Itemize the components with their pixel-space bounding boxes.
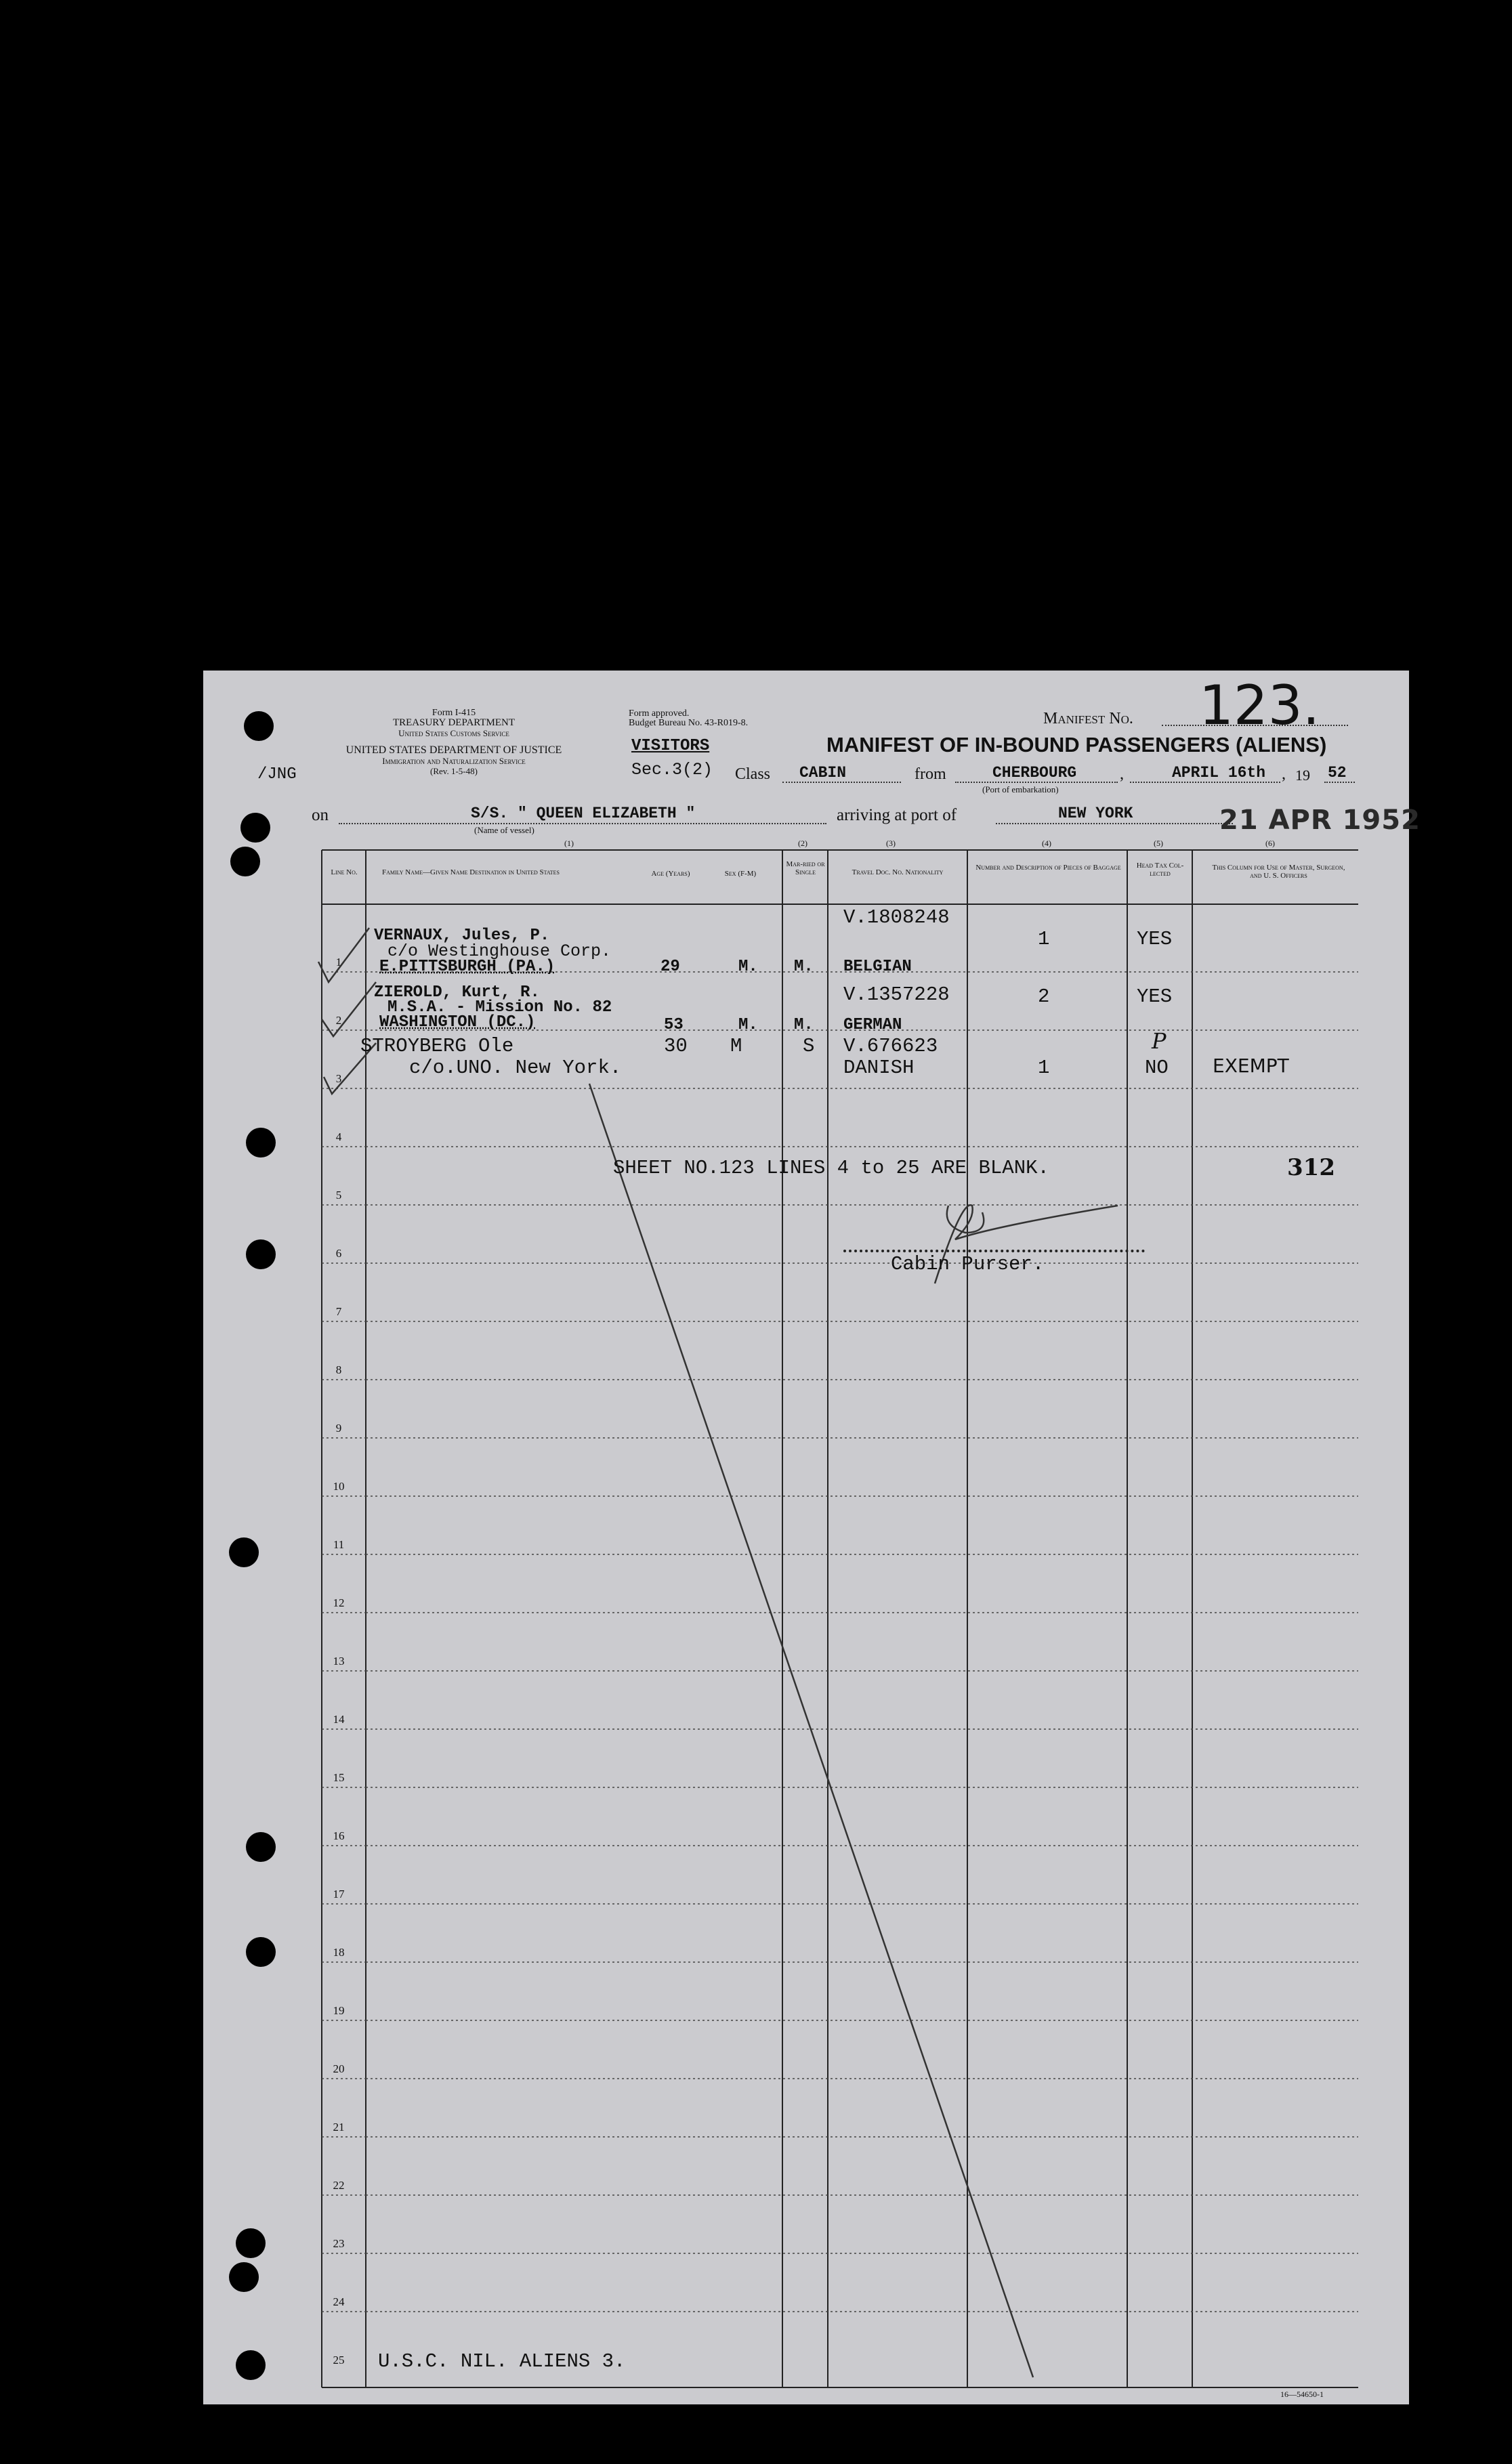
class-label: Class [735, 765, 771, 783]
col-officers: This Column for Use of Master, Surgeon, and U. S. Officers [1212, 864, 1345, 880]
passenger-doc: V.676623 [843, 1035, 938, 1057]
line-number: 18 [333, 1946, 345, 1959]
budget-bureau: Budget Bureau No. 43-R019-8. [629, 718, 749, 728]
section-label: Sec.3(2) [631, 760, 713, 780]
passenger-sex: M [730, 1035, 742, 1057]
line-number: 21 [333, 2121, 345, 2133]
passenger-address: c/o.UNO. New York. [409, 1057, 622, 1079]
line-number: 11 [333, 1538, 345, 1551]
passenger-address: M.S.A. - Mission No. 82 [387, 998, 612, 1017]
passenger-name: ZIEROLD, Kurt, R. [374, 983, 540, 1002]
line-number: 3 [335, 1072, 342, 1085]
passenger-nationality: GERMAN [843, 1016, 902, 1034]
passenger-nationality: BELGIAN [843, 958, 912, 976]
line-number: 19 [333, 2004, 345, 2017]
col-head-tax: Head Tax Col-lected [1136, 862, 1184, 878]
passenger-destination: E.PITTSBURGH (PA.) [379, 958, 555, 976]
passenger-age: 30 [664, 1035, 688, 1057]
uscs-note: U.S.C. NIL. ALIENS 3. [378, 2350, 626, 2373]
passenger-marital: M. [794, 1016, 814, 1034]
passenger-head-tax: NO [1145, 1057, 1169, 1079]
initials-jng: /JNG [257, 765, 297, 784]
form-number: Form I-415 [432, 708, 476, 718]
passenger-marital: S [803, 1035, 815, 1057]
from-label: from [915, 765, 946, 783]
treasury-dept: TREASURY DEPARTMENT [392, 717, 516, 728]
form-code: 16—54650-1 [1280, 2389, 1324, 2399]
passenger-baggage: 1 [1038, 1057, 1050, 1079]
on-label: on [312, 806, 329, 824]
arrival-date: APRIL 16th [1172, 764, 1266, 782]
line-number: 10 [333, 1480, 345, 1493]
vessel-caption: (Name of vessel) [474, 825, 534, 835]
line-number: 2 [335, 1014, 342, 1027]
line-number: 13 [333, 1655, 345, 1668]
passenger-sex: M. [738, 958, 758, 976]
passenger-head-tax: YES [1137, 928, 1173, 950]
year-suffix: 52 [1328, 764, 1347, 782]
passenger-baggage: 1 [1038, 928, 1050, 950]
date-stamp: 21 APR 1952 [1219, 805, 1421, 836]
passenger-doc: V.1357228 [843, 983, 950, 1006]
form-revision: (Rev. 1-5-48) [430, 766, 478, 776]
manifest-number: 123. [1199, 674, 1320, 737]
passenger-head-tax: YES [1137, 985, 1173, 1008]
customs-service: United States Customs Service [398, 728, 509, 738]
line-number: 17 [333, 1888, 345, 1900]
passenger-address: c/o Westinghouse Corp. [387, 941, 612, 961]
visitors-label: VISITORS [631, 737, 710, 755]
arrival-port: NEW YORK [1058, 805, 1133, 822]
year-prefix: 19 [1295, 767, 1310, 784]
manifest-title: MANIFEST OF IN-BOUND PASSENGERS (ALIENS) [826, 733, 1327, 757]
line-number: 7 [335, 1305, 342, 1318]
line-number: 16 [333, 1829, 345, 1842]
ins-service: Immigration and Naturalization Service [382, 756, 526, 766]
line-number: 8 [335, 1363, 342, 1376]
col-line-no: Line No. [331, 868, 358, 876]
line-number: 6 [335, 1247, 342, 1260]
officer-note: EXEMPT [1213, 1055, 1289, 1077]
line-number: 15 [333, 1771, 345, 1784]
line-number: 25 [333, 2354, 345, 2366]
blank-lines-note: SHEET NO.123 LINES 4 to 25 ARE BLANK. [613, 1157, 1049, 1179]
col-sex: Sex (F-M) [724, 870, 757, 878]
line-number: 1 [335, 956, 342, 969]
passenger-age: 53 [664, 1016, 684, 1034]
line-number: 14 [333, 1713, 345, 1726]
line-number: 5 [335, 1189, 342, 1202]
head-tax-mark: P [1152, 1028, 1167, 1054]
sheet-count: 312 [1287, 1154, 1335, 1181]
line-number: 22 [333, 2179, 345, 2192]
passenger-name: VERNAUX, Jules, P. [374, 927, 550, 945]
col-married: Mar-ried or Single [786, 860, 825, 876]
from-value: CHERBOURG [992, 764, 1077, 782]
purser-title: Cabin Purser. [891, 1253, 1045, 1275]
manifest-page: Form I-415 TREASURY DEPARTMENT United States Customs Service UNITED STATES DEPARTMENT OF JUSTICE Immigration and Naturalization Service (Rev. 1-5-48) /JNG Form approved. Budget Bureau No. 43-R019-8. VISITORS Sec.3(2) Manifest No. 123. MANIFEST OF IN-BOUND PASSENGERS (ALIENS) Class CABIN from CHERBOURG (Port of embarkation) , APRIL 16th , 19 52 on S/S. " QUEEN ELIZABETH " (Name of vessel) arriving at port of NEW YORK 21 APR 1952 (1) (2) (3) (4) (5) (6) Line No. Family Name—Given Name Destination in United States Age (Years) Sex (F-M) Mar-ried or Single Travel Doc. No. Nationality Number and Description of Pieces of Baggage Head Tax Col-lected This Column for Use of Master, Surgeon, and U. S. Officers 1 2 3 4 5 6 7 8 9 10 11 12 13 14 15 16 17 18 19 20 21 22 23 24 25 VERNAUX, Jules, P. c/o Westinghouse Corp. E.PITTSBURGH (PA.) 29 M. M. V.1808248 BELGIAN 1 YES ZIEROLD, Kurt, R. M.S.A. - Mission No. 82 WASHINGTON (DC.) 53 M. M. V.1357228 GERMAN 2 YES STROYBERG Ole c/o.UNO. New York. 30 M S V.676623 DANISH 1 P NO EXEMPT SHEET NO.123 LINES 4 to 25 ARE BLANK. 312 Cabin Purser. U.S.C. NIL. ALIENS 3. 16—54650-1 [203, 671, 1409, 2404]
form-approved: Form approved. [629, 708, 690, 719]
col-name: Family Name—Given Name Destination in United States [382, 868, 560, 876]
arriving-label: arriving at port of [837, 806, 957, 824]
col-age: Age (Years) [651, 870, 690, 878]
justice-dept: UNITED STATES DEPARTMENT OF JUSTICE [345, 744, 562, 756]
port-embarkation-caption: (Port of embarkation) [982, 784, 1059, 794]
passenger-name: STROYBERG Ole [360, 1035, 514, 1057]
class-value: CABIN [799, 764, 847, 782]
col-travel-doc: Travel Doc. No. Nationality [852, 868, 944, 876]
passenger-destination: WASHINGTON (DC.) [379, 1013, 536, 1032]
manifest-no-label: Manifest No. [1043, 710, 1133, 727]
line-number: 20 [333, 2062, 345, 2075]
passenger-sex: M. [738, 1016, 758, 1034]
passenger-nationality: DANISH [843, 1057, 915, 1079]
line-number: 12 [333, 1596, 345, 1609]
line-number: 4 [335, 1130, 342, 1143]
line-number: 23 [333, 2237, 345, 2250]
line-number: 24 [333, 2295, 345, 2308]
col-baggage: Number and Description of Pieces of Baggage [975, 864, 1121, 872]
passenger-marital: M. [794, 958, 814, 976]
passenger-doc: V.1808248 [843, 906, 950, 929]
vessel-name: S/S. " QUEEN ELIZABETH " [471, 805, 696, 822]
passenger-age: 29 [660, 958, 680, 976]
passenger-baggage: 2 [1038, 985, 1050, 1008]
line-number: 9 [335, 1422, 342, 1435]
